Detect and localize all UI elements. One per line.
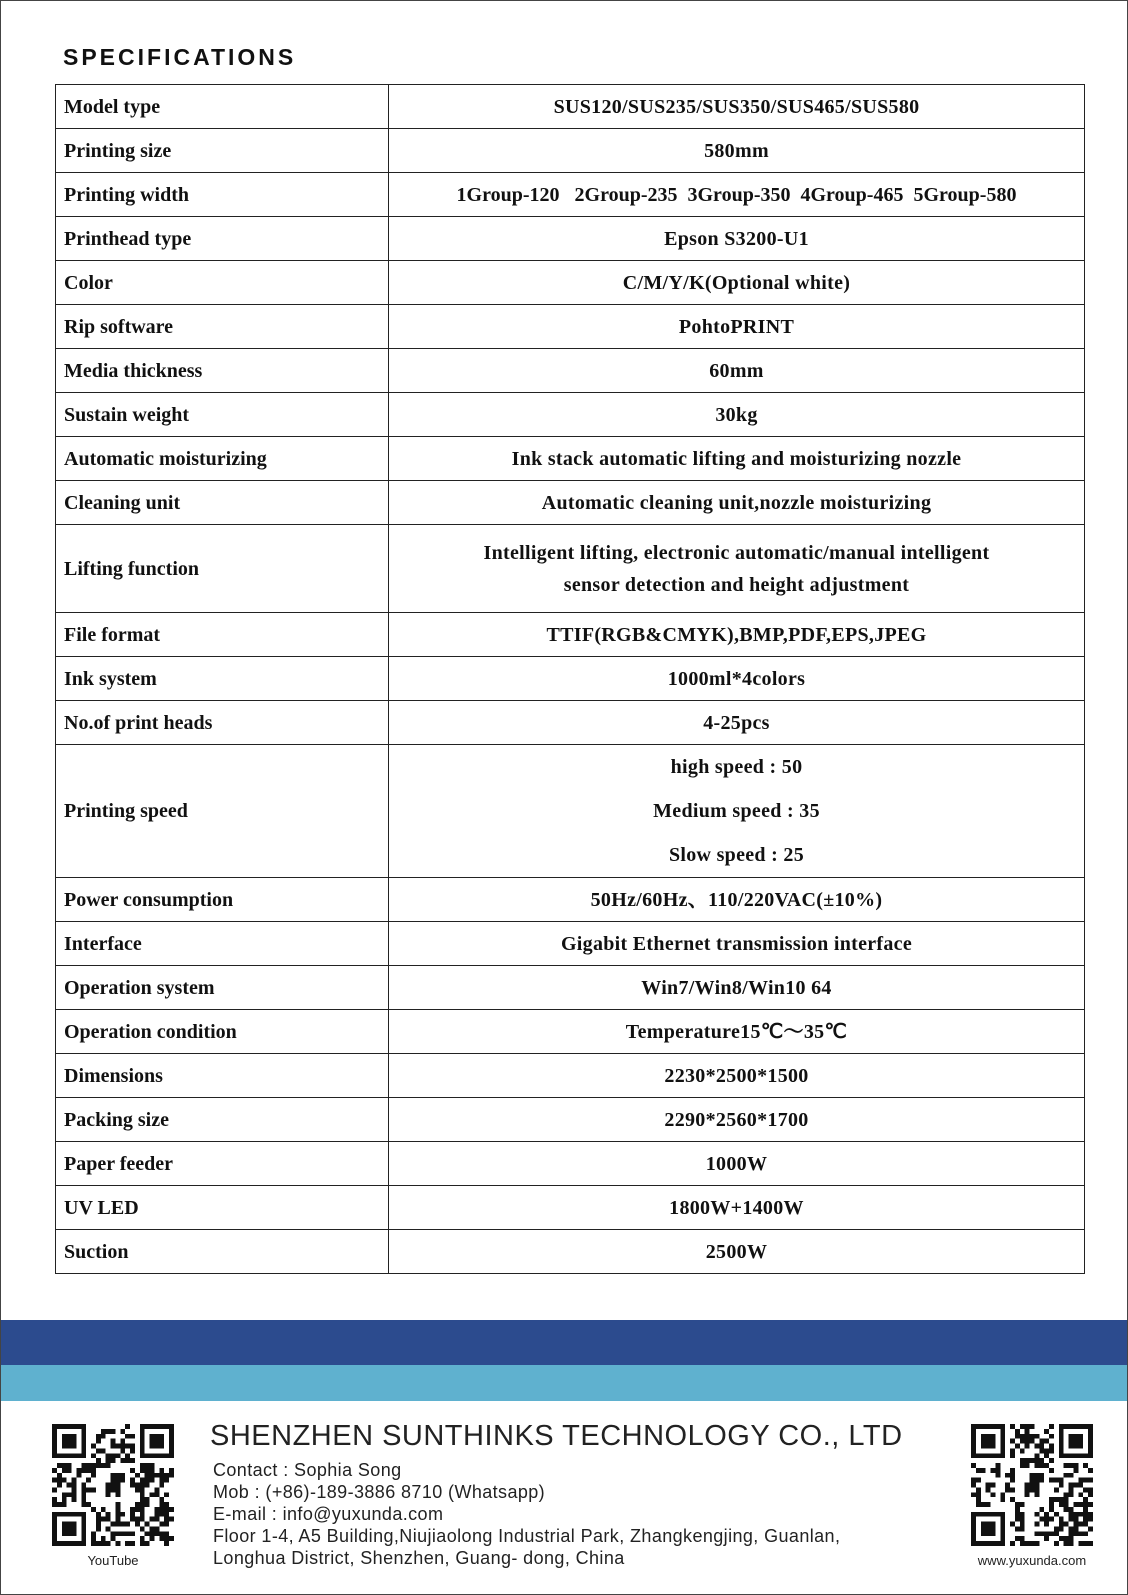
spec-label: Model type: [56, 85, 389, 129]
spec-label: Rip software: [56, 305, 389, 349]
spec-value: 30kg: [389, 393, 1085, 437]
spec-label: Suction: [56, 1230, 389, 1274]
spec-label: Printing width: [56, 173, 389, 217]
speed-high: high speed : 50: [670, 756, 803, 778]
spec-value: Win7/Win8/Win10 64: [389, 966, 1085, 1010]
contact-mobile: Mob : (+86)-189-3886 8710 (Whatsapp): [213, 1482, 546, 1502]
table-row: [56, 217, 1085, 261]
spec-label: Packing size: [56, 1098, 389, 1142]
spec-value: Automatic cleaning unit,nozzle moisturizing: [389, 481, 1085, 525]
spec-label: Automatic moisturizing: [56, 437, 389, 481]
printing-width-value: 1Group-120 2Group-235 3Group-350 4Group-465 5Group-580: [456, 183, 1017, 206]
table-row: [56, 878, 1085, 922]
specifications-table: [55, 84, 1085, 1274]
contact-address-line-2: Longhua District, Shenzhen, Guang- dong, China: [213, 1548, 625, 1568]
footer-band-dark: [1, 1320, 1127, 1365]
spec-value: Gigabit Ethernet transmission interface: [389, 922, 1085, 966]
contact-person: Contact : Sophia Song: [213, 1460, 402, 1480]
table-row: [56, 1010, 1085, 1054]
youtube-qr-code[interactable]: [52, 1424, 174, 1546]
table-row: [56, 173, 1085, 217]
spec-label: Operation system: [56, 966, 389, 1010]
table-row: [56, 966, 1085, 1010]
contact-address-line-1: Floor 1-4, A5 Building,Niujiaolong Industrial Park, Zhangkengjing, Guanlan,: [213, 1526, 841, 1546]
spec-value: 4-25pcs: [389, 701, 1085, 745]
spec-label: Cleaning unit: [56, 481, 389, 525]
spec-value: [389, 173, 1085, 217]
table-row: [56, 393, 1085, 437]
page-title: SPECIFICATIONS: [63, 44, 297, 70]
spec-value: 2290*2560*1700: [389, 1098, 1085, 1142]
table-row: [56, 305, 1085, 349]
speed-medium: Medium speed : 35: [653, 800, 820, 822]
table-row: [56, 129, 1085, 173]
table-row: [56, 701, 1085, 745]
spec-value: Ink stack automatic lifting and moisturizing nozzle: [389, 437, 1085, 481]
spec-label: Operation condition: [56, 1010, 389, 1054]
spec-label: Printing speed: [56, 745, 389, 878]
table-row: [56, 745, 1085, 878]
spec-value: 580mm: [389, 129, 1085, 173]
spec-label: No.of print heads: [56, 701, 389, 745]
website-qr-code[interactable]: [971, 1424, 1093, 1546]
table-row: [56, 481, 1085, 525]
spec-value: Epson S3200-U1: [389, 217, 1085, 261]
spec-value: TTIF(RGB&CMYK),BMP,PDF,EPS,JPEG: [389, 613, 1085, 657]
spec-value: 50Hz/60Hz、110/220VAC(±10%): [389, 878, 1085, 922]
spec-value: Temperature15℃～35℃: [389, 1010, 1085, 1054]
spec-value: 2230*2500*1500: [389, 1054, 1085, 1098]
spec-label: Media thickness: [56, 349, 389, 393]
spec-label: Sustain weight: [56, 393, 389, 437]
table-row: [56, 657, 1085, 701]
spec-label: Color: [56, 261, 389, 305]
spec-label: Paper feeder: [56, 1142, 389, 1186]
table-row: [56, 1098, 1085, 1142]
spec-value: 60mm: [389, 349, 1085, 393]
contact-block: [213, 1459, 840, 1569]
table-row: [56, 1230, 1085, 1274]
spec-value: 1000ml*4colors: [389, 657, 1085, 701]
company-name: SHENZHEN SUNTHINKS TECHNOLOGY CO., LTD: [210, 1420, 903, 1452]
spec-label: Power consumption: [56, 878, 389, 922]
table-row: [56, 261, 1085, 305]
spec-label: File format: [56, 613, 389, 657]
spec-label: Interface: [56, 922, 389, 966]
table-row: [56, 85, 1085, 129]
spec-label: UV LED: [56, 1186, 389, 1230]
spec-label: Printing size: [56, 129, 389, 173]
table-row: [56, 922, 1085, 966]
spec-label: Printhead type: [56, 217, 389, 261]
spec-value: 1800W+1400W: [389, 1186, 1085, 1230]
table-row: [56, 437, 1085, 481]
spec-value: [389, 525, 1085, 613]
footer-band-light: [1, 1365, 1127, 1401]
spec-value: 1000W: [389, 1142, 1085, 1186]
spec-label: Ink system: [56, 657, 389, 701]
lifting-function-line-2: sensor detection and height adjustment: [563, 573, 910, 596]
spec-label: Dimensions: [56, 1054, 389, 1098]
qr-left-caption: YouTube: [87, 1553, 139, 1568]
spec-value: [389, 745, 1085, 878]
spec-value: C/M/Y/K(Optional white): [389, 261, 1085, 305]
lifting-function-line-1: Intelligent lifting, electronic automatic/manual intelligent: [483, 541, 990, 564]
contact-email: E-mail : info@yuxunda.com: [213, 1504, 444, 1524]
qr-right-caption: www.yuxunda.com: [977, 1553, 1087, 1568]
table-row: [56, 349, 1085, 393]
table-row: [56, 1186, 1085, 1230]
spec-value: PohtoPRINT: [389, 305, 1085, 349]
table-row: [56, 525, 1085, 613]
spec-value: SUS120/SUS235/SUS350/SUS465/SUS580: [389, 85, 1085, 129]
spec-value: 2500W: [389, 1230, 1085, 1274]
table-row: [56, 613, 1085, 657]
spec-label: Lifting function: [56, 525, 389, 613]
speed-slow: Slow speed : 25: [668, 844, 805, 866]
table-row: [56, 1054, 1085, 1098]
table-row: [56, 1142, 1085, 1186]
